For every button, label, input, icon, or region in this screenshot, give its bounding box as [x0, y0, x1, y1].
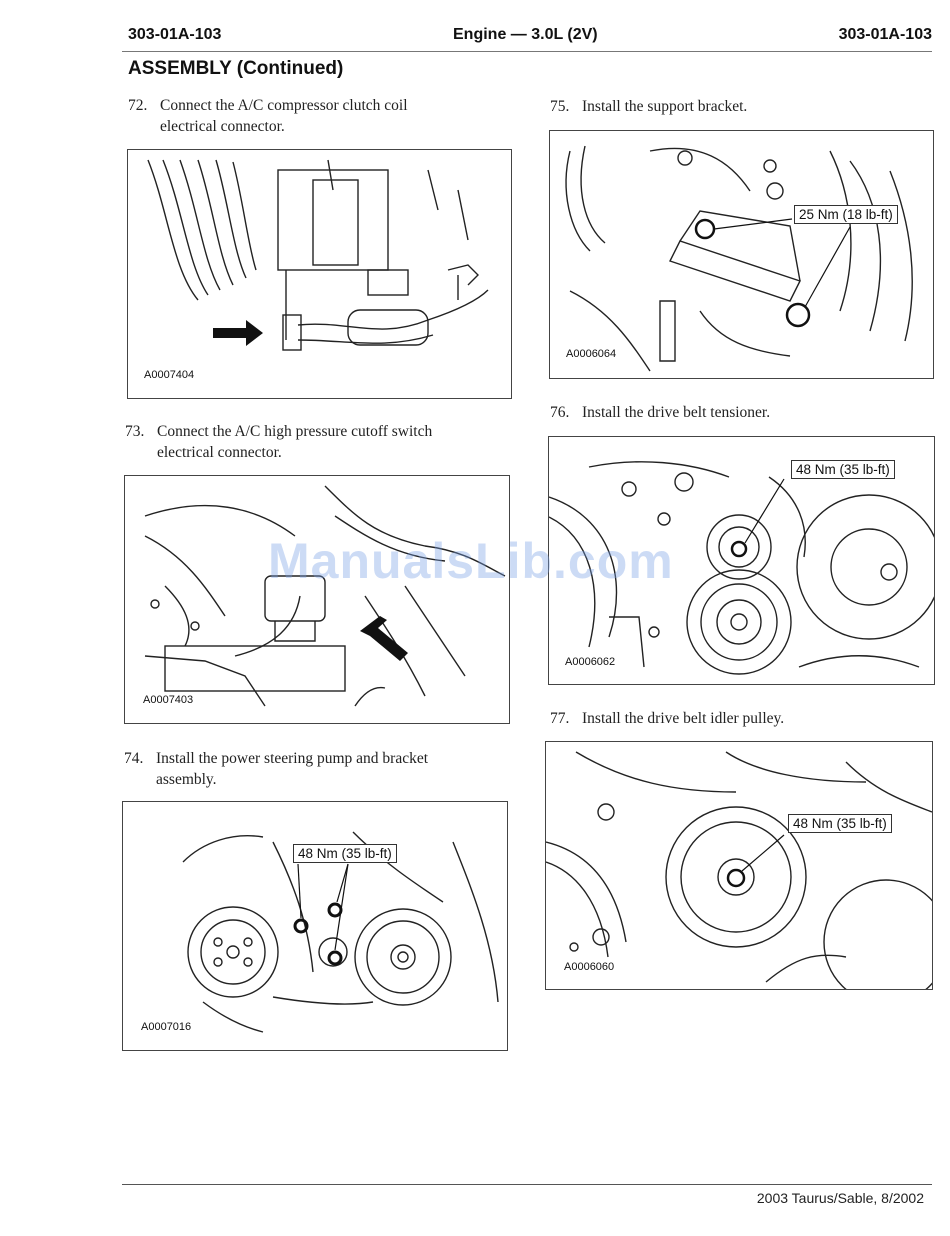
step-73: [125, 421, 432, 463]
step-text-line1: Connect the A/C compressor clutch coil: [160, 97, 408, 114]
step-text-line1: Connect the A/C high pressure cutoff switch: [157, 423, 433, 440]
step-text-line1: Install the drive belt idler pulley.: [582, 710, 785, 727]
step-text-line2: electrical connector.: [157, 444, 282, 461]
section-title: ASSEMBLY (Continued): [128, 58, 344, 79]
figure-high-pressure-switch: [124, 475, 510, 724]
step-text-line2: electrical connector.: [160, 118, 285, 135]
header-title: Engine — 3.0L (2V): [453, 26, 598, 43]
pressure-switch-illustration: [125, 476, 509, 723]
step-72: [128, 95, 408, 137]
step-number: 75.: [550, 98, 570, 115]
idler-pulley-illustration: [546, 742, 932, 989]
figure-id: A0007016: [141, 1021, 192, 1033]
step-text-line1: Install the power steering pump and bracket: [156, 750, 429, 767]
figure-power-steering-pump: [122, 801, 508, 1051]
header-section-number-left: 303-01A-103: [128, 26, 222, 43]
footer-edition: 2003 Taurus/Sable, 8/2002: [756, 1190, 924, 1206]
watermark: ManualsLib.com: [268, 533, 674, 589]
step-76: [550, 402, 770, 423]
figure-id: A0006064: [566, 348, 617, 360]
header-divider: [122, 51, 932, 52]
step-number: 77.: [550, 710, 570, 727]
figure-belt-tensioner: [548, 436, 935, 685]
ac-compressor-illustration: [128, 150, 511, 398]
power-steering-pump-illustration: [123, 802, 507, 1050]
torque-spec-label: 25 Nm (18 lb-ft): [794, 205, 898, 224]
step-number: 72.: [128, 97, 148, 114]
step-text-line1: Install the drive belt tensioner.: [582, 404, 771, 421]
figure-ac-compressor-connector: [127, 149, 512, 399]
step-74: [124, 748, 428, 790]
header-section-number-right: 303-01A-103: [838, 26, 932, 43]
figure-id: A0006060: [564, 961, 615, 973]
step-number: 74.: [124, 750, 144, 767]
arrow-icon: [213, 320, 263, 346]
step-text-line2: assembly.: [156, 771, 217, 788]
torque-spec-label: 48 Nm (35 lb-ft): [293, 844, 397, 863]
torque-spec-label: 48 Nm (35 lb-ft): [791, 460, 895, 479]
step-77: [550, 708, 784, 729]
figure-id: A0006062: [565, 656, 616, 668]
figure-support-bracket: [549, 130, 934, 379]
footer-divider: [122, 1184, 932, 1185]
figure-id: A0007404: [144, 369, 195, 381]
figure-idler-pulley: [545, 741, 933, 990]
step-number: 73.: [125, 423, 145, 440]
support-bracket-illustration: [550, 131, 933, 378]
arrow-icon: [360, 616, 408, 661]
torque-spec-label: 48 Nm (35 lb-ft): [788, 814, 892, 833]
step-75: [550, 96, 747, 117]
figure-id: A0007403: [143, 694, 194, 706]
step-number: 76.: [550, 404, 570, 421]
step-text-line1: Install the support bracket.: [582, 98, 748, 115]
